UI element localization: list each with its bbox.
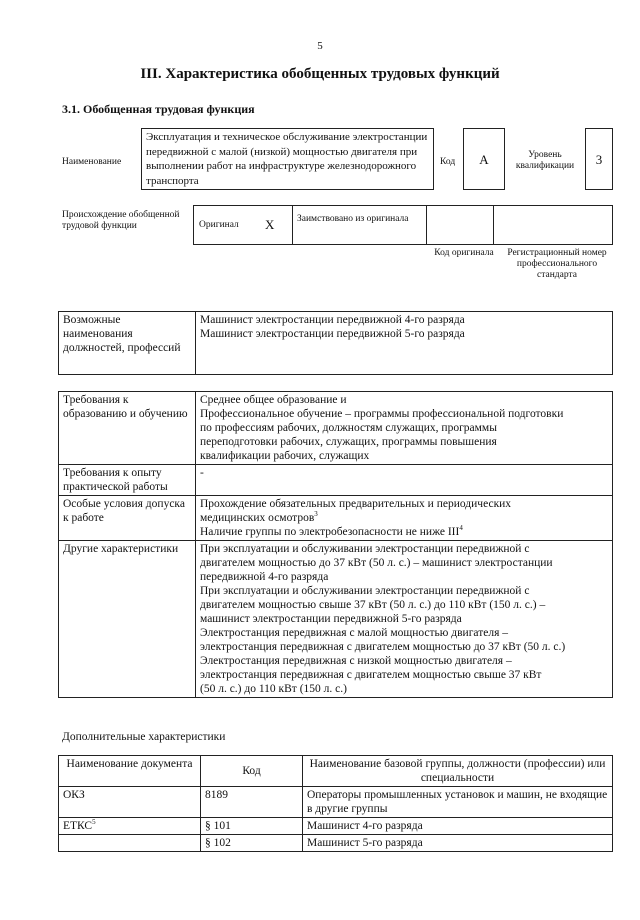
other-line: Электростанция передвижная с малой мощностью двигателя – bbox=[200, 627, 508, 639]
subsection-title: 3.1. Обобщенная трудовая функция bbox=[62, 102, 255, 116]
page-number: 5 bbox=[317, 40, 323, 52]
col-header-code: Код bbox=[201, 756, 303, 787]
special-label: Особые условия допуска к работе bbox=[59, 496, 196, 541]
footnote-ref[interactable]: 4 bbox=[459, 524, 463, 533]
gtf-name-value: Эксплуатация и техническое обслуживание электростанции передвижной с малой (низкой) мощностью двигателя при выполнении работ на инфраструктуре железнодорожного транспорта bbox=[141, 128, 434, 190]
other-line: передвижной 4-го разряда bbox=[200, 571, 329, 583]
special-line-text: Наличие группы по электробезопасности не ниже III bbox=[200, 526, 460, 538]
positions-label: Возможные наименования должностей, профессий bbox=[59, 312, 196, 375]
table-row bbox=[59, 787, 613, 818]
row-doc bbox=[59, 818, 201, 835]
footnote-ref[interactable]: 3 bbox=[314, 510, 318, 519]
gtf-level-label: Уровень квалификации bbox=[515, 150, 575, 171]
education-line: Среднее общее образование и bbox=[200, 394, 347, 406]
gtf-code-label: Код bbox=[440, 157, 456, 167]
row-doc bbox=[59, 787, 201, 818]
education-line: Профессиональное обучение – программы профессиональной подготовки bbox=[200, 408, 564, 420]
origin-reg-caption: Регистрационный номер профессионального стандарта bbox=[507, 248, 607, 280]
education-line: переподготовки рабочих, служащих, программы повышения bbox=[200, 436, 497, 448]
row-code: § 101 bbox=[201, 818, 303, 835]
special-value bbox=[196, 496, 613, 541]
positions-table bbox=[58, 311, 613, 375]
education-label: Требования к образованию и обучению bbox=[59, 392, 196, 465]
position-line: Машинист электростанции передвижной 4-го разряда bbox=[200, 314, 465, 326]
experience-label: Требования к опыту практической работы bbox=[59, 465, 196, 496]
other-line: Электростанция передвижная с низкой мощностью двигателя – bbox=[200, 655, 512, 667]
other-line: При эксплуатации и обслуживании электростанции передвижной с bbox=[200, 543, 530, 555]
positions-value bbox=[196, 312, 613, 375]
gtf-level-value: 3 bbox=[585, 128, 613, 190]
other-line: При эксплуатации и обслуживании электростанции передвижной с bbox=[200, 585, 530, 597]
special-line bbox=[200, 525, 608, 539]
other-value bbox=[196, 541, 613, 698]
footnote-ref[interactable]: 5 bbox=[92, 818, 96, 827]
other-line: двигателем мощностью до 37 кВт (50 л. с.) – машинист электростанции bbox=[200, 557, 553, 569]
row-name: Машинист 5-го разряда bbox=[303, 835, 613, 852]
row-name: Машинист 4-го разряда bbox=[303, 818, 613, 835]
other-line: электростанция передвижная с двигателем мощностью свыше 37 кВт bbox=[200, 669, 542, 681]
origin-borrowed-label: Заимствовано из оригинала bbox=[297, 214, 409, 224]
row-doc-text: ЕТКС bbox=[63, 820, 93, 832]
origin-original-mark: X bbox=[265, 217, 275, 232]
gtf-code-value: А bbox=[463, 128, 505, 190]
education-value bbox=[196, 392, 613, 465]
position-line: Машинист электростанции передвижной 5-го разряда bbox=[200, 328, 465, 340]
additional-heading: Дополнительные характеристики bbox=[62, 731, 226, 743]
other-label: Другие характеристики bbox=[59, 541, 196, 698]
gtf-name-label: Наименование bbox=[62, 157, 122, 167]
row-doc bbox=[59, 835, 201, 852]
table-row bbox=[59, 818, 613, 835]
table-row bbox=[59, 835, 613, 852]
col-header-name: Наименование базовой группы, должности (профессии) или специальности bbox=[303, 756, 613, 787]
row-code: 8189 bbox=[201, 787, 303, 818]
origin-original-label: Оригинал bbox=[199, 220, 239, 230]
education-line: квалификации рабочих, служащих bbox=[200, 450, 370, 462]
origin-label: Происхождение обобщенной трудовой функции bbox=[62, 210, 180, 231]
experience-value: - bbox=[196, 465, 613, 496]
section-title: III. Характеристика обобщенных трудовых функций bbox=[140, 66, 500, 82]
other-line: машинист электростанции передвижной 5-го разряда bbox=[200, 613, 462, 625]
other-line: (50 л. с.) до 110 кВт (150 л. с.) bbox=[200, 683, 347, 695]
additional-table bbox=[58, 755, 613, 852]
special-line: Прохождение обязательных предварительных и периодических bbox=[200, 498, 512, 510]
special-line-text: медицинских осмотров bbox=[200, 512, 315, 524]
special-line bbox=[200, 511, 608, 525]
origin-table bbox=[193, 205, 613, 245]
row-code: § 102 bbox=[201, 835, 303, 852]
row-name: Операторы промышленных установок и машин, не входящие в другие группы bbox=[303, 787, 613, 818]
origin-code-caption: Код оригинала bbox=[434, 248, 494, 258]
other-line: электростанция передвижная с двигателем мощностью до 37 кВт (50 л. с.) bbox=[200, 641, 566, 653]
education-line: по профессиям рабочих, должностям служащих, программы bbox=[200, 422, 497, 434]
requirements-table bbox=[58, 391, 613, 698]
row-doc-text: ОКЗ bbox=[63, 789, 85, 801]
col-header-doc: Наименование документа bbox=[59, 756, 201, 787]
other-line: двигателем мощностью свыше 37 кВт (50 л. с.) до 110 кВт (150 л. с.) – bbox=[200, 599, 546, 611]
